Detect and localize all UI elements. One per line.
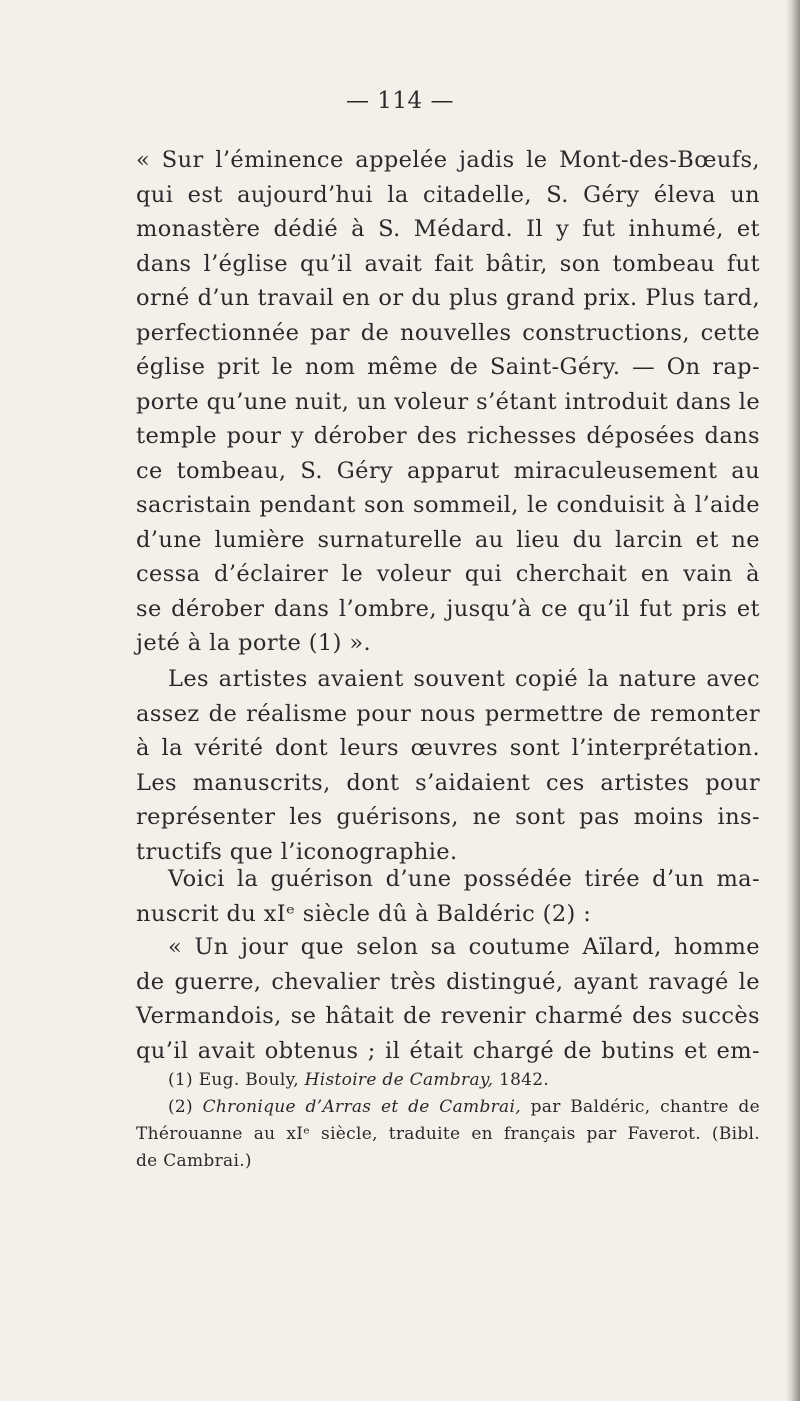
text-line: église prit le nom même de Saint-Géry. — On rap-	[136, 354, 760, 380]
text-line: qui est aujourd’hui la citadelle, S. Géry éleva un	[136, 181, 760, 208]
page-edge-shadow	[786, 0, 800, 1401]
footnote-2	[136, 1094, 760, 1121]
text-line: sacristain pendant son sommeil, le conduisit à l’aide	[136, 492, 760, 518]
footnote-title: Chronique d’Arras et de Cambrai,	[202, 1097, 521, 1117]
text-line: se dérober dans l’ombre, jusqu’à ce qu’il fut pris et	[136, 595, 760, 622]
paragraph-ailard	[136, 930, 760, 1068]
footnote-marker: (1)	[168, 1070, 193, 1090]
text-line: représenter les guérisons, ne sont pas moins ins-	[136, 804, 760, 830]
text-line: monastère dédié à S. Médard. Il y fut inhumé, et	[136, 216, 760, 242]
text-line: Les manuscrits, dont s’aidaient ces artistes pour	[136, 769, 760, 796]
text-line: Voici la guérison d’une possédée tirée d’un ma-	[168, 866, 760, 892]
text-line: ce tombeau, S. Géry apparut miraculeusement au	[136, 457, 760, 484]
text-line: d’une lumière surnaturelle au lieu du larcin et ne	[136, 526, 760, 553]
footnote-text: de Cambrai.)	[136, 1151, 252, 1171]
footnote-text: 1842.	[498, 1070, 550, 1090]
text-line: dans l’église qu’il avait fait bâtir, son tombeau fut	[136, 250, 760, 277]
text-line: qu’il avait obtenus ; il était chargé de butins et em-	[136, 1037, 760, 1064]
text-line: « Sur l’éminence appelée jadis le Mont-des-Bœufs,	[136, 147, 760, 173]
paragraph-saint-gery	[136, 143, 760, 661]
paragraph-artistes	[136, 662, 760, 869]
footnote-author: Eug. Bouly,	[198, 1070, 299, 1090]
text-line: cessa d’éclairer le voleur qui cherchait en vain à	[136, 561, 760, 587]
paragraph-guerison	[136, 862, 760, 931]
footnote-text: Thérouanne au xIᵉ siècle, traduite en français par Faverot. (Bibl.	[136, 1124, 760, 1144]
text-line: porte qu’une nuit, un voleur s’étant introduit dans le	[136, 388, 761, 415]
text-line: assez de réalisme pour nous permettre de remonter	[136, 700, 760, 727]
text-line: orné d’un travail en or du plus grand prix. Plus tard,	[136, 285, 760, 311]
text-line: Les artistes avaient souvent copié la nature avec	[168, 666, 760, 692]
text-line: « Un jour que selon sa coutume Aïlard, homme	[168, 934, 760, 960]
text-line: nuscrit du xIᵉ siècle dû à Baldéric (2) :	[136, 900, 592, 927]
text-line: perfectionnée par de nouvelles constructions, cette	[136, 319, 760, 346]
footnote-1	[136, 1067, 760, 1094]
footnote-text: par Baldéric, chantre de	[530, 1097, 760, 1117]
text-line: tructifs que l’iconographie.	[136, 838, 458, 865]
page-number: — 114 —	[345, 88, 455, 114]
text-line: de guerre, chevalier très distingué, ayant ravagé le	[136, 968, 760, 995]
text-line: Vermandois, se hâtait de revenir charmé des succès	[136, 1003, 760, 1029]
text-line: jeté à la porte (1) ».	[136, 630, 372, 656]
footnotes	[136, 1067, 760, 1175]
footnote-marker: (2)	[168, 1097, 193, 1117]
text-line: temple pour y dérober des richesses déposées dans	[136, 423, 760, 449]
text-line: à la vérité dont leurs œuvres sont l’interprétation.	[136, 735, 760, 761]
footnote-title: Histoire de Cambray,	[304, 1070, 494, 1090]
